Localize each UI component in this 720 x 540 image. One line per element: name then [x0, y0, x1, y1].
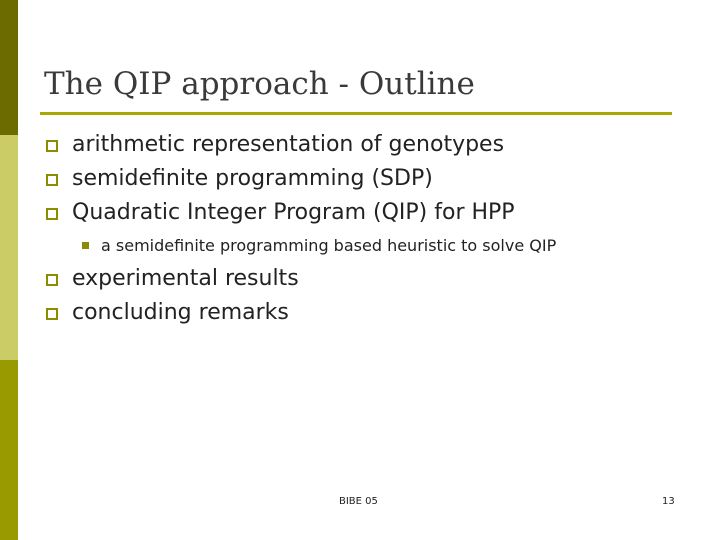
bullet-text: semidefinite programming (SDP) — [72, 166, 433, 191]
side-band-middle — [0, 135, 18, 360]
bullet-text: concluding remarks — [72, 300, 289, 325]
hollow-square-bullet-icon — [46, 308, 58, 320]
slide-title: The QIP approach - Outline — [44, 66, 475, 102]
page-number: 13 — [662, 496, 675, 507]
bullet-text: Quadratic Integer Program (QIP) for HPP — [72, 200, 515, 225]
hollow-square-bullet-icon — [46, 174, 58, 186]
bullet-text: experimental results — [72, 266, 299, 291]
hollow-square-bullet-icon — [46, 208, 58, 220]
sub-bullet-text: a semidefinite programming based heuristic to solve QIP — [101, 236, 557, 255]
footer-label: BIBE 05 — [339, 496, 378, 507]
bullet-text: arithmetic representation of genotypes — [72, 132, 505, 157]
filled-square-bullet-icon — [82, 242, 89, 249]
title-underline — [40, 112, 672, 115]
hollow-square-bullet-icon — [46, 274, 58, 286]
hollow-square-bullet-icon — [46, 140, 58, 152]
side-band-top — [0, 0, 18, 135]
side-band-bottom — [0, 360, 18, 540]
